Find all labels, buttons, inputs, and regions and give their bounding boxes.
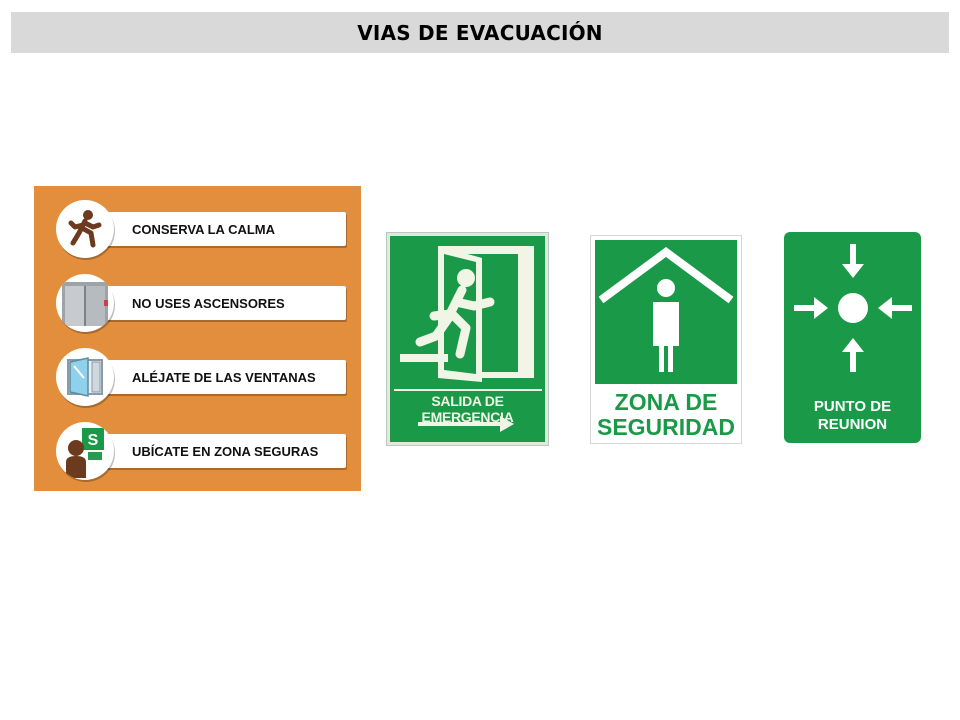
instruction-label: UBÍCATE EN ZONA SEGURAS	[132, 443, 319, 459]
running-person-icon	[56, 200, 114, 258]
safety-zone-label-line2: SEGURIDAD	[596, 414, 735, 440]
instruction-row-windows	[56, 348, 356, 408]
instruction-row-elevator	[56, 274, 356, 334]
safety-zone-label	[595, 390, 737, 440]
evacuation-instructions-panel	[34, 186, 361, 491]
elevator-icon	[56, 274, 114, 332]
safety-zone-label-line1: ZONA DE	[614, 389, 718, 415]
instruction-label: CONSERVA LA CALMA	[132, 221, 275, 237]
instruction-bar	[84, 286, 346, 320]
safe-zone-person-icon	[56, 422, 114, 480]
exit-sign-label: SALIDA DE EMERGENCIA	[421, 393, 514, 425]
page-title: VIAS DE EVACUACIÓN	[357, 20, 603, 45]
meeting-point-label	[784, 398, 921, 434]
window-icon	[56, 348, 114, 406]
safety-zone-sign	[590, 235, 742, 444]
instruction-label: ALÉJATE DE LAS VENTANAS	[132, 369, 316, 385]
emergency-exit-sign	[386, 232, 549, 446]
instruction-bar	[84, 434, 346, 468]
instruction-label: NO USES ASCENSORES	[132, 295, 285, 311]
svg-text:S: S	[87, 432, 99, 449]
meeting-point-label-line1: PUNTO DE	[813, 398, 892, 415]
instruction-bar	[84, 360, 346, 394]
meeting-point-label-line2: REUNION	[817, 416, 888, 433]
instruction-row-calm	[56, 200, 356, 260]
instruction-row-safe-zone	[56, 422, 356, 482]
title-bar	[11, 12, 949, 53]
instruction-bar	[84, 212, 346, 246]
meeting-point-sign	[784, 232, 921, 443]
